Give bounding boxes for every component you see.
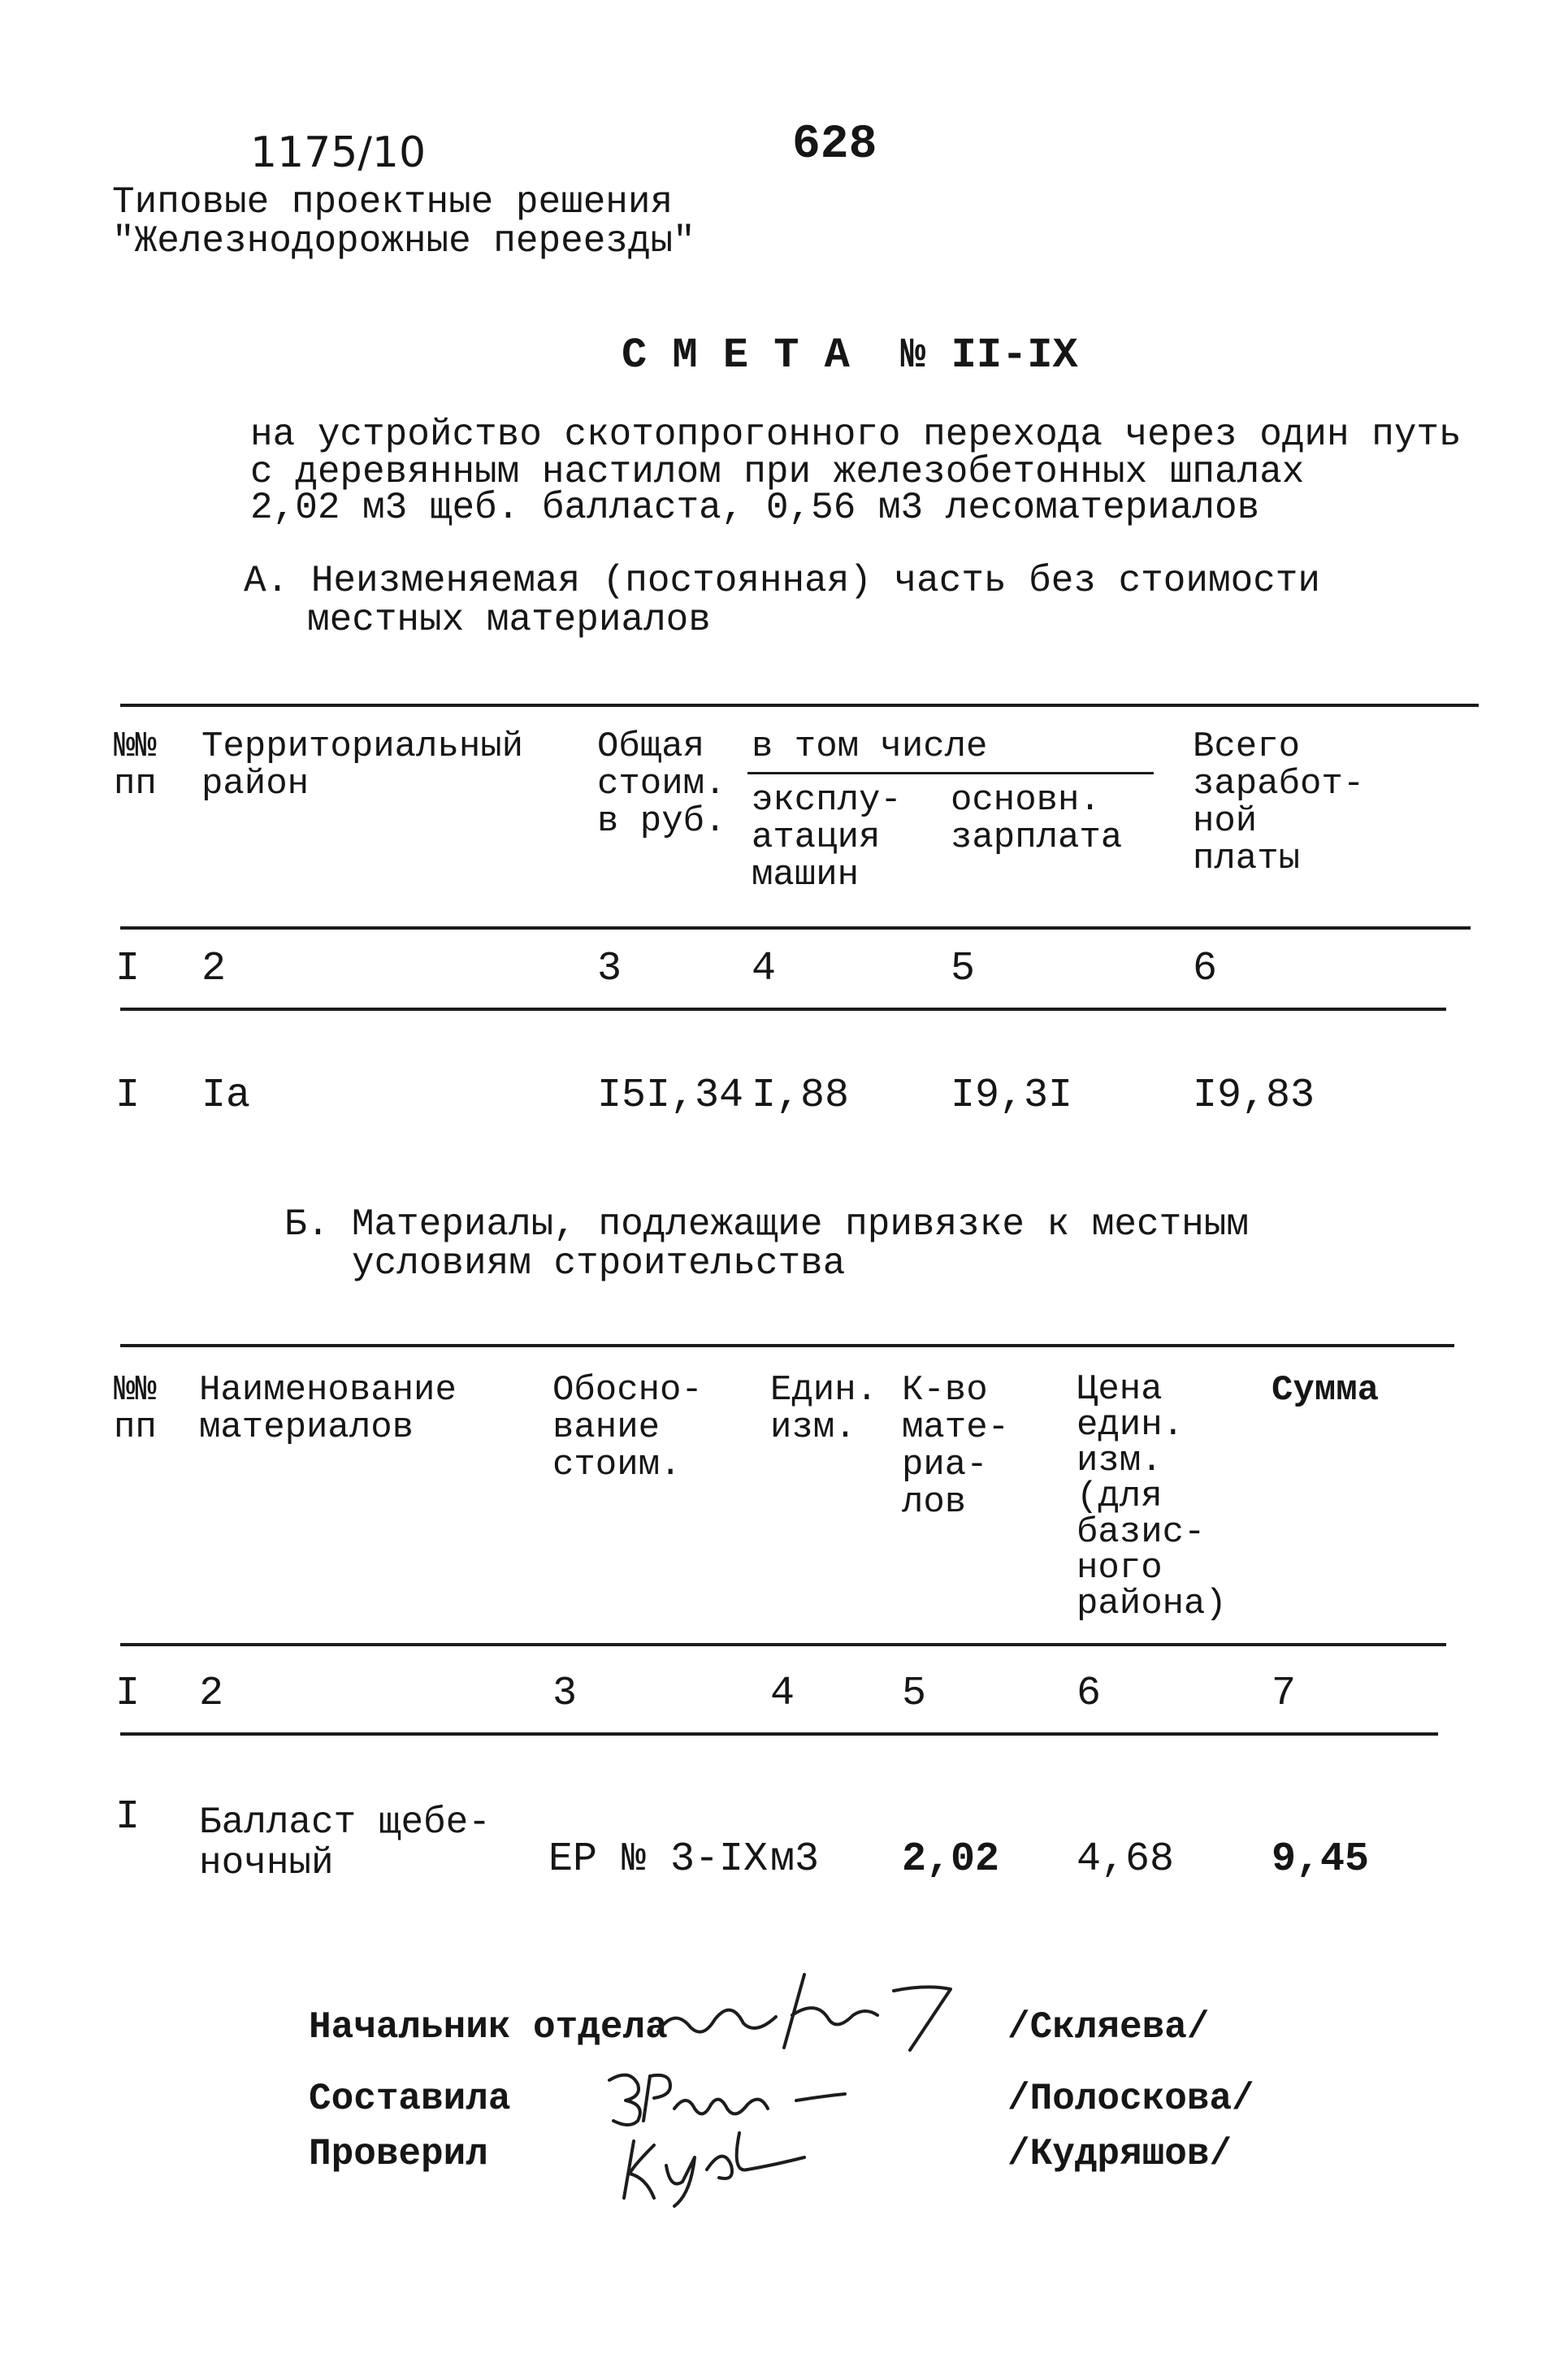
table-a-header-region: Территориальный район: [201, 726, 524, 804]
table-b-cell-unit: м3: [770, 1836, 820, 1883]
table-a-cell-base-salary: I9,3I: [951, 1073, 1073, 1119]
table-a-colnum: 6: [1193, 946, 1218, 992]
table-b-header-number: №№ пп: [114, 1370, 157, 1448]
table-b-colnum: I: [115, 1671, 141, 1717]
table-b-colnum: 4: [770, 1671, 795, 1717]
series-title-line1: Типовые проектные решения: [112, 181, 674, 223]
table-b-header-material-name: Наименование материалов: [199, 1370, 457, 1448]
document-code: 1175/10: [250, 128, 427, 177]
table-b-body-rule: [120, 1732, 1438, 1736]
table-b-header-cost-basis: Обосно- вание стоим.: [552, 1370, 703, 1485]
table-b-cell-number: I: [115, 1794, 141, 1840]
series-title-line2: "Железнодорожные переезды": [112, 220, 695, 262]
table-b-cell-cost-basis: ЕР № 3-IX: [548, 1836, 769, 1883]
table-b-colnum: 6: [1077, 1671, 1102, 1717]
table-a-colnum: 4: [752, 946, 777, 992]
section-b-heading: Б. Материалы, подлежащие привязке к местным: [284, 1203, 1249, 1246]
handwritten-signature-compiled-by: [601, 2064, 877, 2129]
signature-role-compiled-by: Составила: [309, 2078, 511, 2120]
section-a-heading-line2: местных материалов: [307, 599, 711, 641]
estimate-title: С М Е Т А № II-IX: [622, 332, 1078, 379]
signature-name-checked-by: /Кудряшов/: [1007, 2133, 1233, 2175]
table-a-cell-total-cost: I5I,34: [597, 1073, 744, 1119]
table-b-top-rule: [120, 1344, 1454, 1347]
section-b-heading-line2: условиям строительства: [352, 1242, 846, 1285]
table-a-header-number: №№ пп: [114, 726, 157, 804]
table-b-header-sum: Сумма: [1272, 1370, 1380, 1411]
table-a-top-rule: [120, 704, 1479, 707]
table-b-colnum: 7: [1272, 1671, 1297, 1717]
table-b-header-unit-price: Цена един. изм. (для базис- ного района): [1077, 1369, 1227, 1624]
table-b-cell-quantity: 2,02: [902, 1836, 1000, 1883]
estimate-subtitle-line3: 2,02 м3 щеб. балласта, 0,56 м3 лесоматериалов: [250, 487, 1260, 529]
table-b-colnum: 5: [902, 1671, 927, 1717]
table-a-colnum: 3: [597, 946, 622, 992]
table-a-cell-region: Ia: [201, 1073, 251, 1119]
signature-role-department-head: Начальник отдела: [309, 2006, 668, 2048]
handwritten-signature-checked-by: [617, 2125, 812, 2214]
table-b-colnum: 2: [199, 1671, 224, 1717]
table-a-cell-machine-operation: I,88: [752, 1073, 850, 1119]
signature-name-department-head: /Скляева/: [1007, 2006, 1210, 2048]
table-a-body-rule: [120, 1008, 1446, 1011]
table-a-colnum: 5: [951, 946, 976, 992]
table-b-cell-sum: 9,45: [1272, 1836, 1370, 1883]
table-a-colnum: 2: [201, 946, 227, 992]
table-a-header-total-wages: Всего заработ- ной платы: [1193, 726, 1365, 879]
table-a-cell-number: I: [115, 1073, 141, 1119]
table-b-header-quantity: К-во мате- риа- лов: [902, 1370, 1010, 1523]
table-b-header-unit: Един. изм.: [770, 1370, 878, 1448]
estimate-subtitle-line2: с деревянным настилом при железобетонных шпалах: [250, 451, 1305, 493]
table-b-cell-unit-price: 4,68: [1077, 1836, 1175, 1883]
table-b-colnum: 3: [552, 1671, 578, 1717]
table-a-header-base-salary: основн. зарплата: [951, 780, 1123, 858]
page-number: 628: [792, 119, 877, 171]
table-a-colnum: I: [115, 946, 141, 992]
table-a-group-rule: [747, 772, 1154, 774]
table-a-header-machine-operation: эксплу- атация машин: [752, 780, 902, 895]
section-a-heading: А. Неизменяемая (постоянная) часть без стоимости: [244, 560, 1321, 602]
signature-name-compiled-by: /Полоскова/: [1007, 2078, 1254, 2120]
table-b-header-rule: [120, 1643, 1446, 1646]
table-b-cell-material-name: Балласт щебе- ночный: [199, 1801, 491, 1884]
table-a-header-rule: [120, 926, 1471, 930]
table-a-header-total-cost: Общая стоим. в руб.: [597, 726, 726, 842]
table-a-cell-total-wages: I9,83: [1193, 1073, 1315, 1119]
signature-role-checked-by: Проверил: [309, 2133, 488, 2175]
estimate-subtitle-line1: на устройство скотопрогонного перехода через один путь: [250, 414, 1462, 456]
handwritten-signature-department-head: [650, 1958, 999, 2056]
table-a-header-including: в том числе: [752, 726, 988, 767]
